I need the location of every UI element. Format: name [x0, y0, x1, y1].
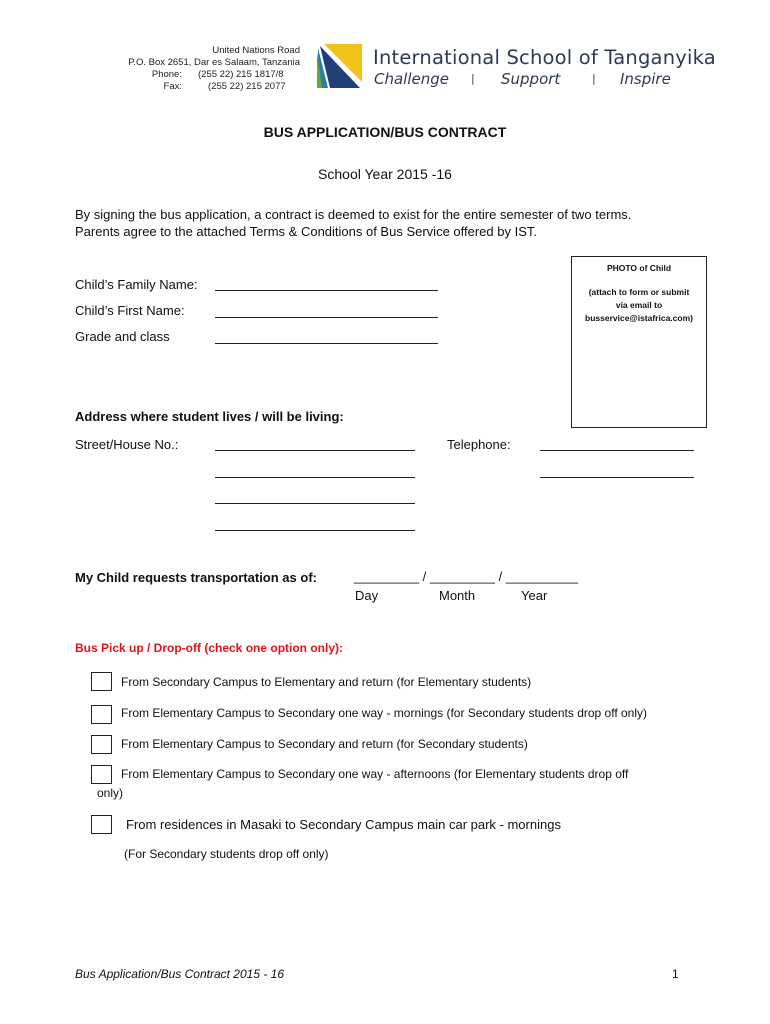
street-field-line-4[interactable]: [215, 530, 415, 531]
street-label: Street/House No.:: [75, 437, 179, 452]
school-logo-icon: [316, 42, 366, 92]
address-line1: United Nations Road: [212, 45, 300, 56]
tagline-inspire: Inspire: [620, 70, 671, 88]
tagline-challenge: Challenge: [374, 70, 449, 88]
option-5-label: From residences in Masaki to Secondary Campus main car park - mornings: [126, 817, 561, 832]
photo-box-line1: (attach to form or submit: [588, 287, 690, 297]
day-label: Day: [355, 588, 379, 603]
family-name-field[interactable]: [215, 290, 438, 291]
photo-box-title: PHOTO of Child: [606, 263, 672, 273]
address-heading: Address where student lives / will be living:: [75, 409, 344, 424]
option-4-label-wrap: only): [97, 786, 124, 800]
school-name: International School of Tanganyika: [373, 46, 716, 69]
footer-title: Bus Application/Bus Contract 2015 - 16: [75, 967, 285, 981]
option-3-label: From Elementary Campus to Secondary and return (for Secondary students): [121, 737, 528, 751]
family-name-label: Child’s Family Name:: [75, 277, 198, 292]
telephone-label: Telephone:: [447, 437, 511, 452]
option-5-note: (For Secondary students drop off only): [124, 847, 329, 861]
first-name-label: Child’s First Name:: [75, 303, 185, 318]
grade-label: Grade and class: [75, 329, 170, 344]
grade-field[interactable]: [215, 343, 438, 344]
option-1-label: From Secondary Campus to Elementary and return (for Elementary students): [121, 675, 532, 689]
school-year: School Year 2015 -16: [318, 166, 452, 182]
address-line2: P.O. Box 2651, Dar es Salaam, Tanzania: [128, 57, 300, 68]
phone-number: (255 22) 215 1817/8: [198, 69, 284, 80]
phone-label: Phone:: [151, 69, 182, 80]
street-field-line-2[interactable]: [215, 477, 415, 478]
option-5-checkbox[interactable]: [91, 815, 112, 834]
option-2-checkbox[interactable]: [91, 705, 112, 724]
intro-line-1: By signing the bus application, a contract is deemed to exist for the entire semester of two terms.: [75, 207, 632, 222]
bus-options-heading: Bus Pick up / Drop-off (check one option only):: [75, 641, 344, 655]
option-2-label: From Elementary Campus to Secondary one way - mornings (for Secondary students drop off only): [121, 706, 648, 720]
option-4-label: From Elementary Campus to Secondary one way - afternoons (for Elementary students drop off: [121, 767, 629, 781]
tagline-divider-2: |: [592, 72, 596, 85]
transport-date-field[interactable]: _________ / _________ / __________: [354, 569, 579, 584]
option-3-checkbox[interactable]: [91, 735, 112, 754]
option-4-checkbox[interactable]: [91, 765, 112, 784]
telephone-field-1[interactable]: [540, 450, 694, 451]
document-title: BUS APPLICATION/BUS CONTRACT: [263, 124, 507, 140]
telephone-field-2[interactable]: [540, 477, 694, 478]
tagline-divider-1: |: [471, 72, 475, 85]
photo-box-line2: via email to: [615, 300, 663, 310]
photo-box[interactable]: [571, 256, 707, 428]
intro-line-2: Parents agree to the attached Terms & Conditions of Bus Service offered by IST.: [75, 224, 537, 239]
month-label: Month: [439, 588, 476, 603]
first-name-field[interactable]: [215, 317, 438, 318]
tagline-support: Support: [501, 70, 561, 88]
page-number: 1: [672, 967, 679, 981]
option-1-checkbox[interactable]: [91, 672, 112, 691]
year-label: Year: [521, 588, 548, 603]
photo-box-email: busservice@istafrica.com): [585, 313, 693, 323]
fax-label: Fax:: [163, 81, 182, 92]
fax-number: (255 22) 215 2077: [208, 81, 286, 92]
street-field-line-3[interactable]: [215, 503, 415, 504]
transport-request-label: My Child requests transportation as of:: [75, 570, 317, 585]
school-address: [110, 45, 300, 95]
street-field-line-1[interactable]: [215, 450, 415, 451]
